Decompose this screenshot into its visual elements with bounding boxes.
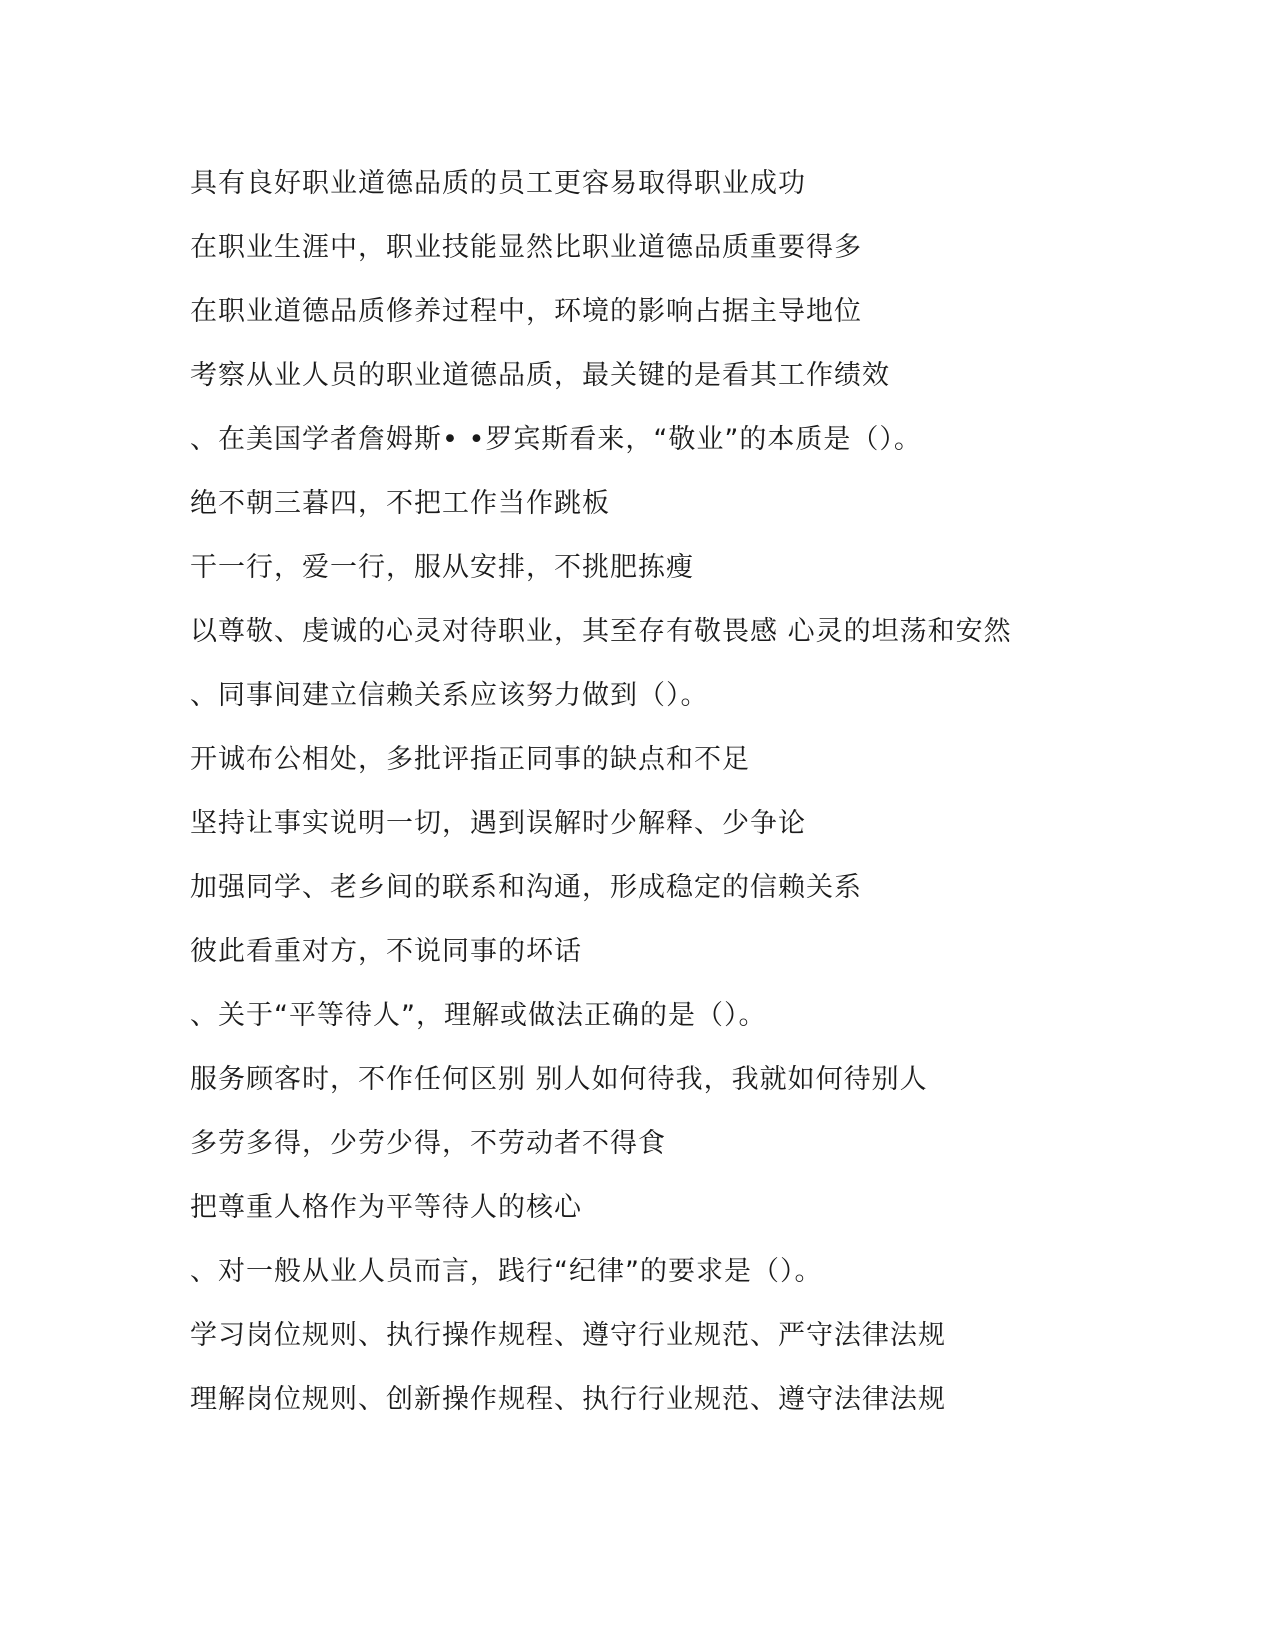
option-line: 服务顾客时，不作任何区别 别人如何待我，我就如何待别人 [190,1064,928,1095]
option-line: 在职业生涯中，职业技能显然比职业道德品质重要得多 [190,232,862,263]
option-line: 以尊敬、虔诚的心灵对待职业，其至存有敬畏感 心灵的坦荡和安然 [190,616,1012,647]
option-line: 把尊重人格作为平等待人的核心 [190,1192,582,1223]
option-line: 干一行，爱一行，服从安排，不挑肥拣瘦 [190,552,694,583]
option-line: 多劳多得，少劳少得，不劳动者不得食 [190,1128,666,1159]
question-line: 、在美国学者詹姆斯• •罗宾斯看来，“敬业”的本质是（）。 [190,424,922,455]
option-line: 坚持让事实说明一切，遇到误解时少解释、少争论 [190,808,806,839]
option-line: 彼此看重对方，不说同事的坏话 [190,936,582,967]
option-line: 绝不朝三暮四，不把工作当作跳板 [190,488,610,519]
question-line: 、关于“平等待人”，理解或做法正确的是（）。 [190,1000,767,1031]
option-line: 在职业道德品质修养过程中，环境的影响占据主导地位 [190,296,862,327]
question-line: 、同事间建立信赖关系应该努力做到（）。 [190,680,709,711]
option-line: 加强同学、老乡间的联系和沟通，形成稳定的信赖关系 [190,872,862,903]
option-line: 学习岗位规则、执行操作规程、遵守行业规范、严守法律法规 [190,1320,946,1351]
option-line: 具有良好职业道德品质的员工更容易取得职业成功 [190,168,806,199]
option-line: 考察从业人员的职业道德品质，最关键的是看其工作绩效 [190,360,890,391]
option-line: 理解岗位规则、创新操作规程、执行行业规范、遵守法律法规 [190,1384,946,1415]
document-body [190,160,1190,1440]
option-line: 开诚布公相处，多批评指正同事的缺点和不足 [190,744,750,775]
question-line: 、对一般从业人员而言，践行“纪律”的要求是（）。 [190,1256,823,1287]
